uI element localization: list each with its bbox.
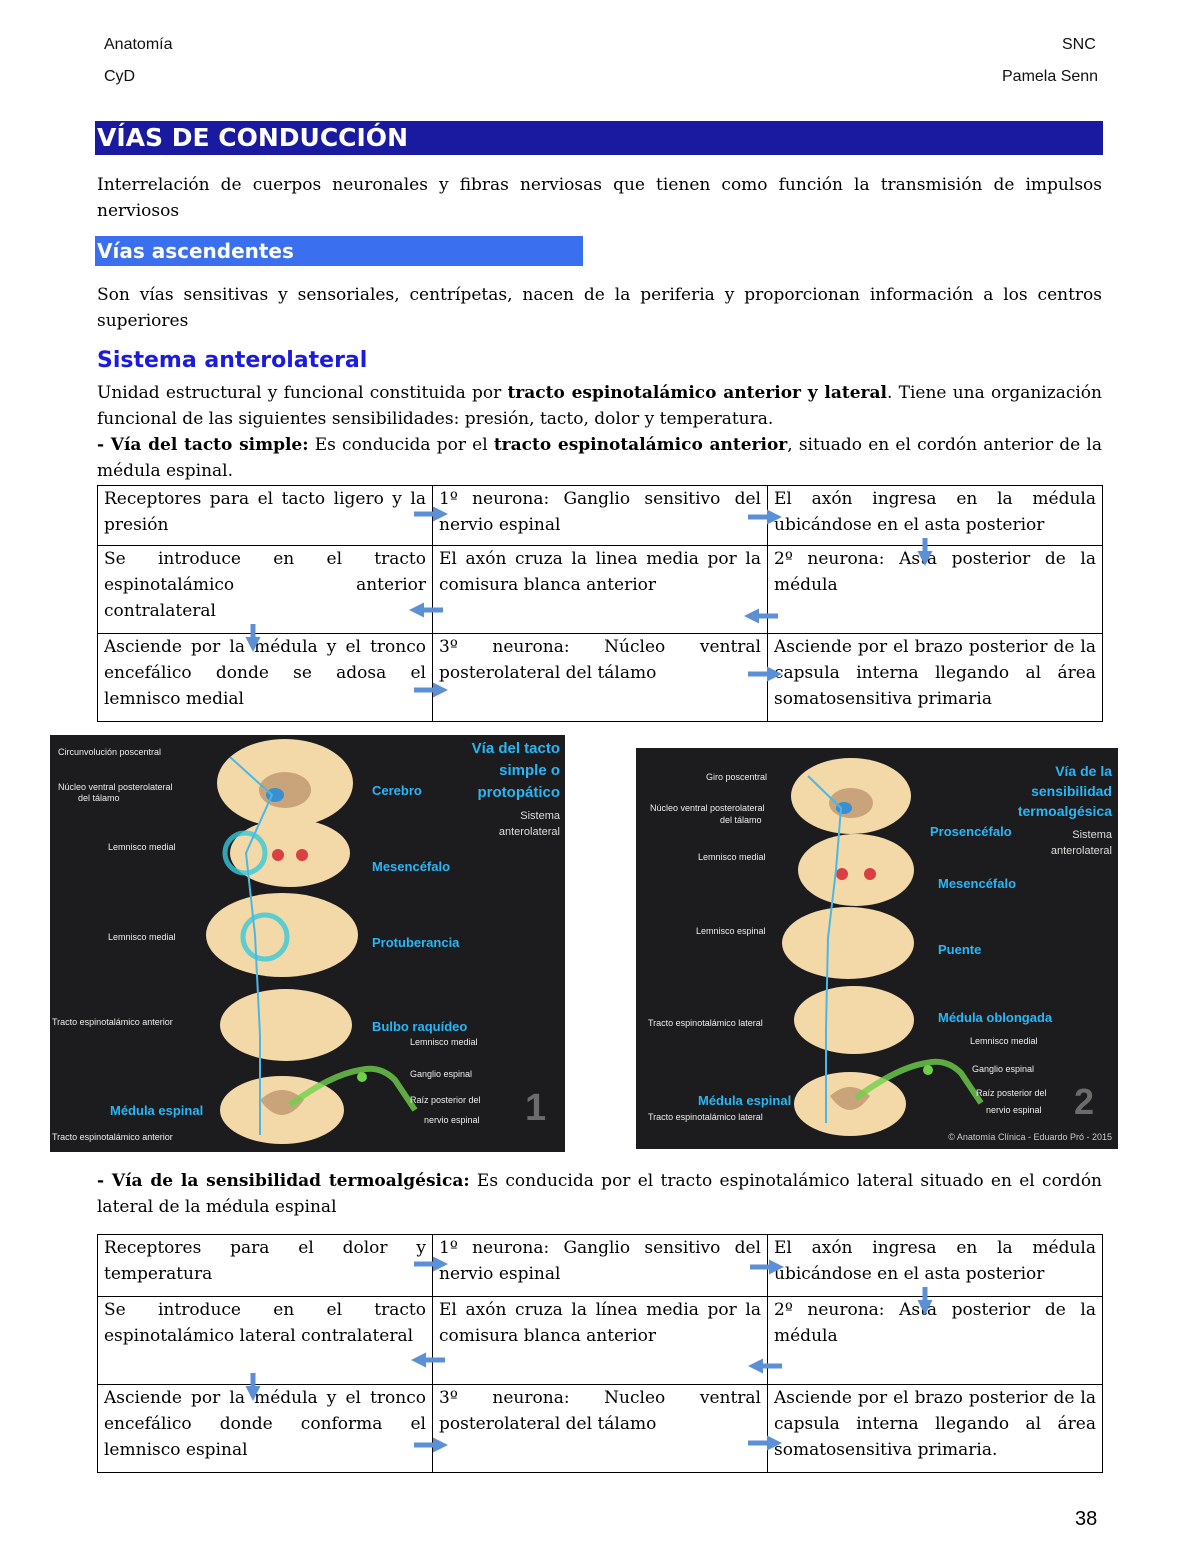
fig1-right-label: Ganglio espinal	[410, 1069, 473, 1079]
table-cell: El axón cruza la línea media por la comisura blanca anterior	[433, 1297, 768, 1385]
fig2-right-label: Raíz posterior del	[976, 1088, 1047, 1098]
fig1-left-label: Tracto espinotalámico anterior	[52, 1132, 173, 1142]
fig1-right-label: Lemnisco medial	[410, 1037, 478, 1047]
fig2-title: sensibilidad	[1031, 783, 1112, 799]
fig1-title: protopático	[477, 784, 560, 801]
figure-termoalgesica-illustration	[636, 748, 1118, 1149]
figure-tacto-illustration	[50, 735, 565, 1152]
fig2-number: 2	[1074, 1081, 1095, 1122]
fig2-title: Vía de la	[1055, 763, 1112, 779]
fig1-left-label: Núcleo ventral posterolateral	[58, 782, 173, 792]
table-cell: 3º neurona: Núcleo ventral posterolateral del tálamo	[433, 634, 768, 722]
tacto-bold-2: tracto espinotalámico anterior	[493, 435, 788, 455]
fig1-region: Protuberancia	[372, 935, 460, 950]
table-cell: 3º neurona: Nucleo ventral posterolateral del tálamo	[433, 1385, 768, 1473]
page-title: VÍAS DE CONDUCCIÓN	[97, 123, 408, 152]
table-cell: 2º neurona: Asta posterior de la médula	[768, 1297, 1103, 1385]
fig1-left-label: Tracto espinotalámico anterior	[52, 1017, 173, 1027]
fig1-left-label: Lemnisco medial	[108, 932, 176, 942]
table-cell: El axón cruza la linea media por la comisura blanca anterior	[433, 546, 768, 634]
header-topic: SNC	[1062, 36, 1096, 53]
fig2-region: Mesencéfalo	[938, 876, 1017, 891]
fig2-region: Puente	[938, 942, 982, 957]
medulla-section	[220, 989, 352, 1061]
table-row	[98, 1235, 1103, 1297]
fig1-region: Bulbo raquídeo	[372, 1019, 468, 1034]
fig1-number: 1	[525, 1087, 547, 1129]
subtitle-banner	[95, 236, 583, 266]
section-subtitle: Vías ascendentes	[97, 239, 294, 263]
table-row	[98, 546, 1103, 634]
title-banner	[95, 121, 1103, 155]
table-cell: El axón ingresa en la médula ubicándose en el asta posterior	[768, 1235, 1103, 1297]
table-cell: Se introduce en el tracto espinotalámico lateral contralateral	[98, 1297, 433, 1385]
fig2-right-label: nervio espinal	[986, 1105, 1042, 1115]
table-row	[98, 634, 1103, 722]
medulla-section	[794, 986, 914, 1054]
fig2-left-label: del tálamo	[720, 815, 762, 825]
fig1-right-label: nervio espinal	[424, 1115, 480, 1125]
fig2-left-label: Tracto espinotalámico lateral	[648, 1112, 763, 1122]
section-text-1: Unidad estructural y funcional constituida por	[97, 383, 508, 403]
table-cell: Receptores para el dolor y temperatura	[98, 1235, 433, 1297]
table-cell: Se introduce en el tracto espinotalámico anterior contralateral	[98, 546, 433, 634]
termo-paragraph	[97, 1168, 1102, 1220]
table-row	[98, 1385, 1103, 1473]
flow-table-termoalgesica	[97, 1234, 1103, 1473]
midbrain-section	[798, 834, 914, 906]
table-cell: 2º neurona: Asta posterior de la médula	[768, 546, 1103, 634]
fig2-region: Médula espinal	[698, 1093, 792, 1108]
tacto-text-1: Es conducida por el	[308, 435, 494, 455]
fig2-credit: © Anatomía Clínica - Eduardo Pró - 2015	[948, 1132, 1112, 1142]
page-number: 38	[1075, 1508, 1098, 1530]
table-cell: Asciende por el brazo posterior de la capsula interna llegando al área somatosensitiva primaria.	[768, 1385, 1103, 1473]
fig1-title: simple o	[499, 762, 560, 779]
table-cell: 1º neurona: Ganglio sensitivo del nervio espinal	[433, 1235, 768, 1297]
fig2-region: Médula oblongada	[938, 1010, 1053, 1025]
section-text-2: . Tiene una organización funcional de las siguientes sensibilidades: presión, tacto, dolor y temperatura.	[97, 383, 1102, 429]
pons-section	[206, 893, 358, 977]
table-cell: El axón ingresa en la médula ubicándose en el asta posterior	[768, 486, 1103, 546]
table-row	[98, 1297, 1103, 1385]
section-paragraph	[97, 380, 1102, 484]
table-cell: Asciende por la médula y el tronco encefálico donde se adosa el lemnisco medial	[98, 634, 433, 722]
fig1-system: Sistema	[520, 810, 560, 822]
fig2-left-label: Lemnisco espinal	[696, 926, 766, 936]
header-author: Pamela Senn	[1002, 68, 1099, 85]
table-row	[98, 486, 1103, 546]
fig2-left-label: Núcleo ventral posterolateral	[650, 803, 765, 813]
fig2-system: Sistema	[1072, 829, 1112, 841]
tacto-text-2: , situado en el cordón anterior de la médula espinal.	[97, 435, 1102, 481]
fig2-title: termoalgésica	[1017, 803, 1112, 819]
table-cell: Asciende por la médula y el tronco encefálico donde conforma el lemnisco espinal	[98, 1385, 433, 1473]
fig1-region: Mesencéfalo	[372, 859, 451, 874]
section-bold-1: tracto espinotalámico anterior y lateral	[507, 383, 887, 403]
section-title: Sistema anterolateral	[97, 348, 368, 373]
table-cell: Receptores para el tacto ligero y la presión	[98, 486, 433, 546]
fig2-right-label: Ganglio espinal	[972, 1064, 1035, 1074]
pons-section	[782, 907, 914, 979]
table-cell: Asciende por el brazo posterior de la capsula interna llegando al área somatosensitiva primaria	[768, 634, 1103, 722]
intro-paragraph: Interrelación de cuerpos neuronales y fibras nerviosas que tienen como función la transmisión de impulsos nerviosos	[97, 175, 1102, 221]
subtitle-paragraph: Son vías sensitivas y sensoriales, centrípetas, nacen de la periferia y proporcionan información a los centros superiores	[97, 285, 1102, 331]
fig1-right-label: Raíz posterior del	[410, 1095, 481, 1105]
fig1-left-label: Lemnisco medial	[108, 842, 176, 852]
fig2-left-label: Lemnisco medial	[698, 852, 766, 862]
figure-termoalgesica	[636, 748, 1118, 1149]
fig1-left-label: del tálamo	[78, 793, 120, 803]
flow-table-tacto	[97, 485, 1103, 722]
fig2-left-label: Tracto espinotalámico lateral	[648, 1018, 763, 1028]
termo-heading: - Vía de la sensibilidad termoalgésica:	[97, 1171, 470, 1191]
header-subject: Anatomía	[104, 36, 173, 53]
termo-text: Es conducida por el tracto espinotalámico lateral situado en el cordón lateral de la médula espinal	[97, 1171, 1103, 1217]
fig1-title: Vía del tacto	[471, 740, 560, 757]
table-cell: 1º neurona: Ganglio sensitivo del nervio espinal	[433, 486, 768, 546]
fig1-region: Cerebro	[372, 783, 422, 798]
header-course: CyD	[104, 68, 136, 85]
fig2-right-label: Lemnisco medial	[970, 1036, 1038, 1046]
fig1-region: Médula espinal	[110, 1103, 204, 1118]
fig2-region: Prosencéfalo	[930, 824, 1012, 839]
figure-tacto-simple	[50, 735, 565, 1152]
fig2-system: anterolateral	[1050, 845, 1112, 857]
fig2-left-label: Giro poscentral	[706, 772, 768, 782]
fig1-left-label: Circunvolución poscentral	[58, 747, 162, 757]
fig1-system: anterolateral	[498, 826, 560, 838]
tacto-heading: - Vía del tacto simple:	[97, 435, 309, 455]
